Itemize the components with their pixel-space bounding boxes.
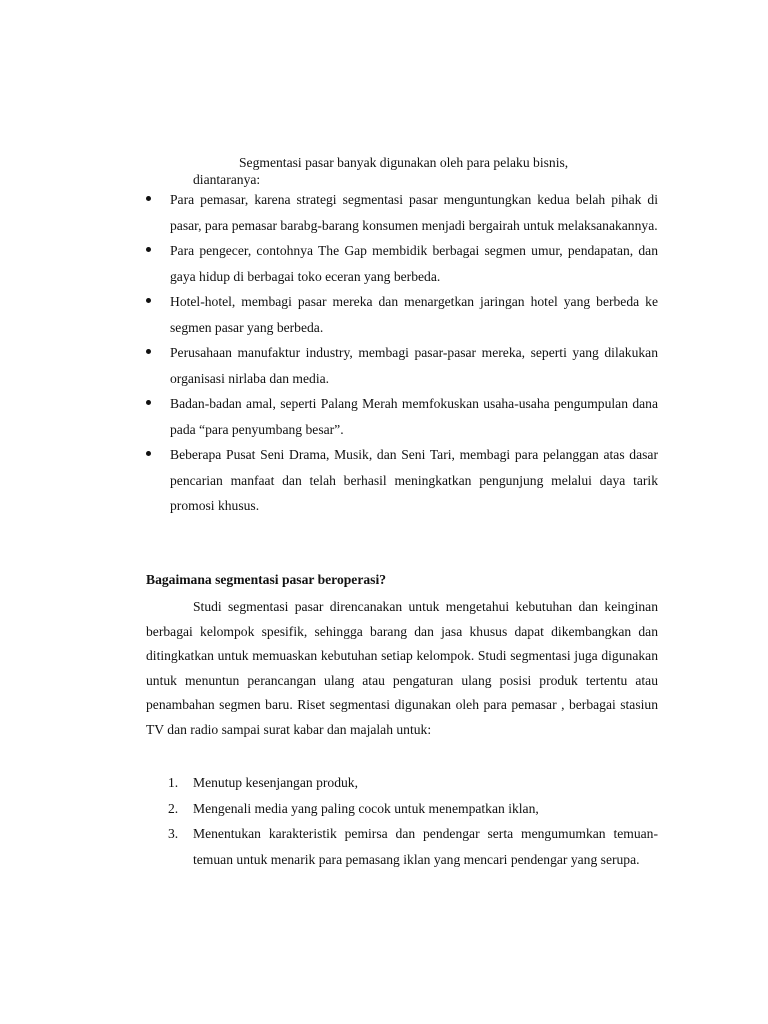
item-number: 3. <box>168 826 179 841</box>
bullet-list <box>0 187 768 519</box>
item-text: Menentukan karakteristik pemirsa dan pendengar serta mengumumkan temuan-temuan untuk menarik para pemasang iklan yang mencari pendengar yang serupa. <box>193 826 658 867</box>
section-paragraph: Studi segmentasi pasar direncanakan untuk mengetahui kebutuhan dan keinginan berbagai kelompok spesifik, sehingga barang dan jasa khusus dapat dikembangkan dan ditingkatkan untuk memuaskan kebutuhan setiap kelompok. Studi segmentasi juga digunakan untuk menuntun perancangan ulang atau pengaturan ulang posisi produk tertentu atau penambahan segmen baru. Riset segmentasi digunakan oleh para pemasar , berbagai stasiun TV dan radio sampai surat kabar dan majalah untuk: <box>146 599 658 737</box>
bullet-item <box>0 340 768 391</box>
bullet-item <box>0 442 768 519</box>
bullet-icon <box>146 451 151 456</box>
bullet-icon <box>146 400 151 405</box>
section-heading: Bagaimana segmentasi pasar beroperasi? <box>146 572 387 587</box>
intro-line-2: diantaranya: <box>193 172 261 187</box>
bullet-item <box>0 391 768 442</box>
item-text: Mengenali media yang paling cocok untuk menempatkan iklan, <box>193 800 539 816</box>
bullet-item <box>0 289 768 340</box>
item-text: Menutup kesenjangan produk, <box>193 775 358 790</box>
numbered-list <box>0 770 768 872</box>
numbered-item <box>0 821 768 872</box>
bullet-icon <box>146 298 151 303</box>
bullet-text: Para pengecer, contohnya The Gap membidik berbagai segmen umur, pendapatan, dan gaya hidup di berbagai toko eceran yang berbeda. <box>170 243 658 284</box>
bullet-text: Badan-badan amal, seperti Palang Merah memfokuskan usaha-usaha pengumpulan dana pada “para penyumbang besar”. <box>170 396 658 437</box>
bullet-text: Beberapa Pusat Seni Drama, Musik, dan Seni Tari, membagi para pelanggan atas dasar pencarian manfaat dan telah berhasil meningkatkan pengunjung melalui daya tarik promosi khusus. <box>170 447 658 513</box>
bullet-text: Perusahaan manufaktur industry, membagi pasar-pasar mereka, seperti yang dilakukan organisasi nirlaba dan media. <box>170 345 658 386</box>
bullet-text: Para pemasar, karena strategi segmentasi pasar menguntungkan kedua belah pihak di pasar, para pemasar barabg-barang konsumen menjadi bergairah untuk melaksanakannya. <box>170 192 658 233</box>
bullet-item <box>0 238 768 289</box>
intro-line-1: Segmentasi pasar banyak digunakan oleh para pelaku bisnis, <box>239 155 569 170</box>
item-number: 1. <box>168 775 179 790</box>
numbered-item <box>0 770 768 796</box>
bullet-icon <box>146 349 151 354</box>
bullet-text: Hotel-hotel, membagi pasar mereka dan menargetkan jaringan hotel yang berbeda ke segmen pasar yang berbeda. <box>170 294 658 335</box>
bullet-item <box>0 187 768 238</box>
bullet-icon <box>146 247 151 252</box>
bullet-icon <box>146 196 151 201</box>
numbered-item <box>0 796 768 822</box>
item-number: 2. <box>168 800 179 816</box>
